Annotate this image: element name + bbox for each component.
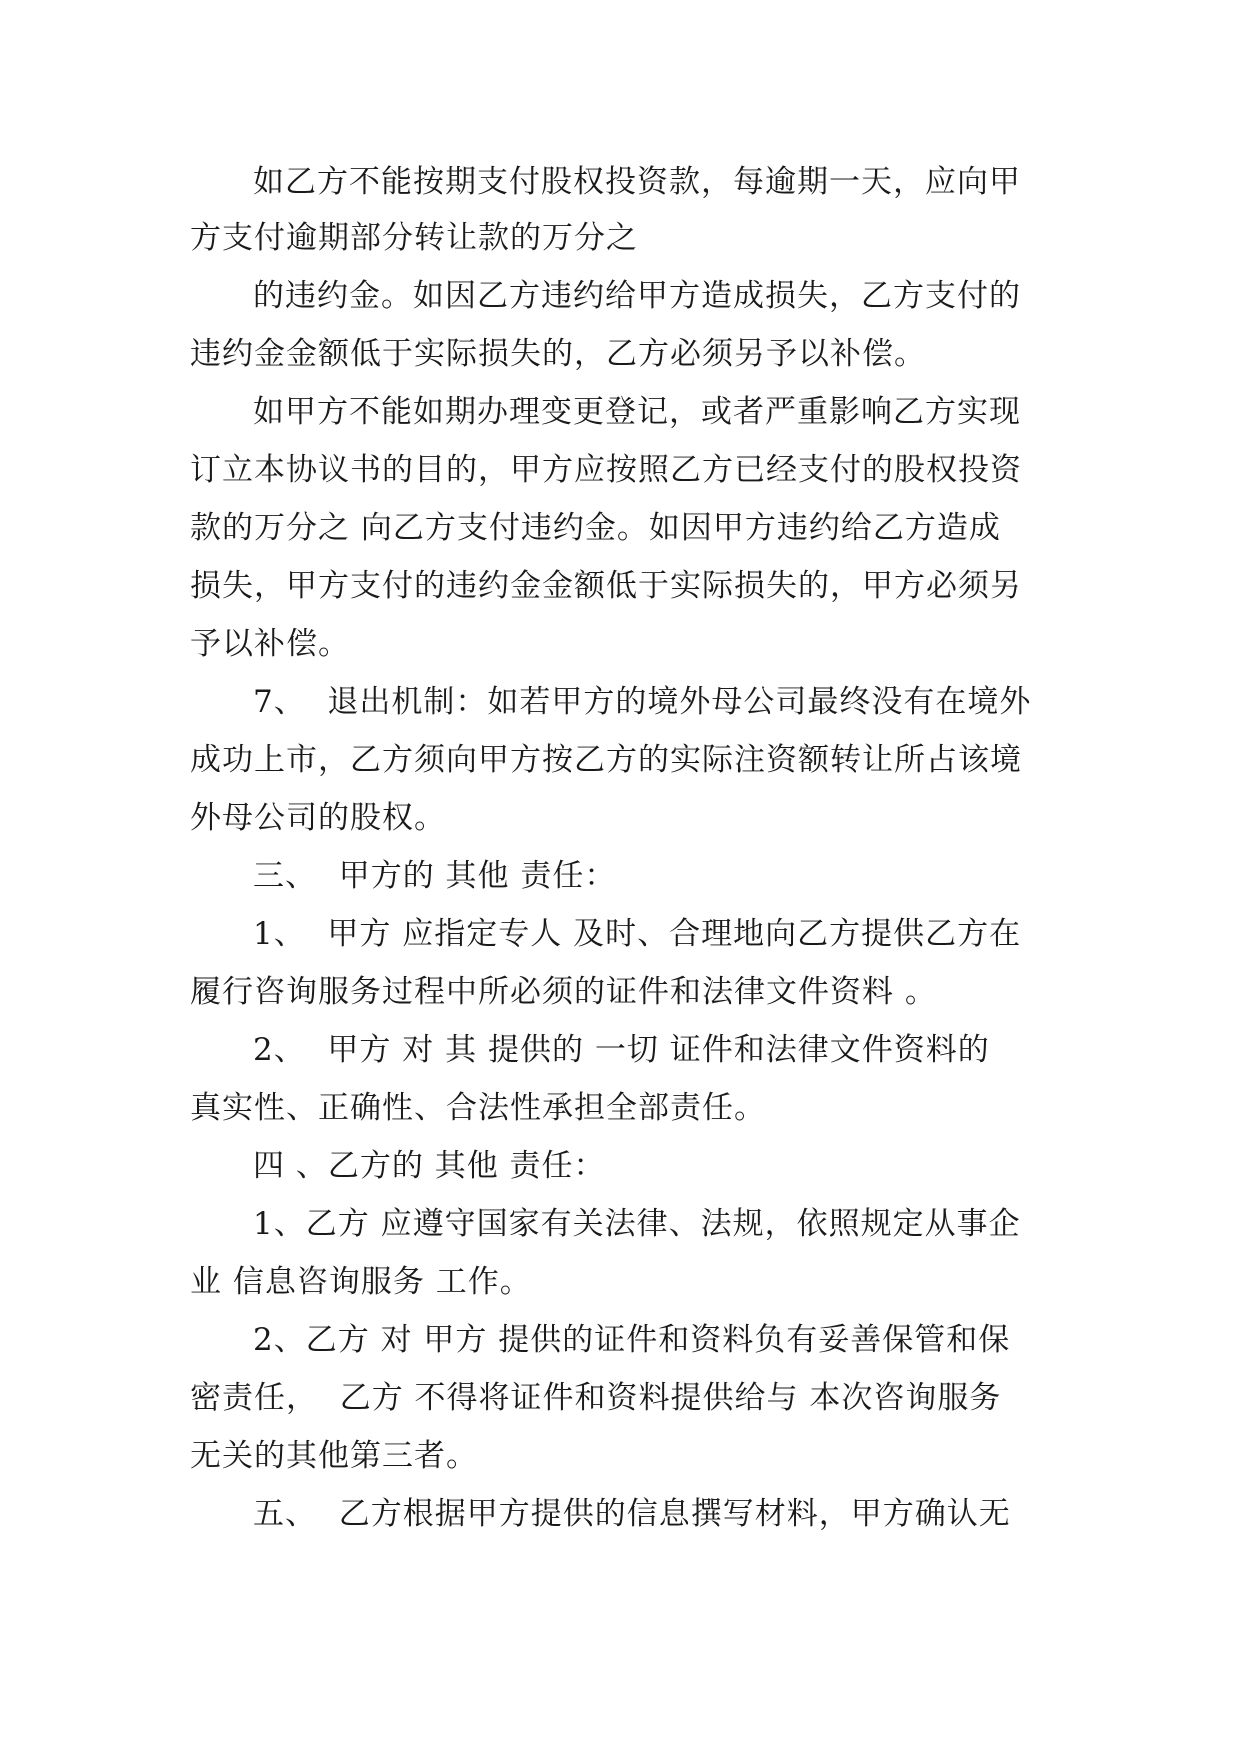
section-heading: 四 、乙方的 其他 责任： xyxy=(253,1148,606,1184)
paragraph-line: 外母公司的股权。 xyxy=(190,800,446,836)
paragraph-line: 7、 退出机制：如若甲方的境外母公司最终没有在境外 xyxy=(253,684,1032,720)
paragraph-line: 的违约金。如因乙方违约给甲方造成损失，乙方支付的 xyxy=(253,278,1021,314)
paragraph-line: 2、 甲方 对 其 提供的 一切 证件和法律文件资料的 xyxy=(253,1032,990,1068)
paragraph-line: 业 信息咨询服务 工作。 xyxy=(190,1264,532,1300)
paragraph-line: 如乙方不能按期支付股权投资款，每逾期一天，应向甲 xyxy=(253,164,1021,200)
paragraph-line: 履行咨询服务过程中所必须的证件和法律文件资料 。 xyxy=(190,974,937,1010)
paragraph-line: 予以补偿。 xyxy=(190,626,350,662)
paragraph-line: 款的万分之 向乙方支付违约金。如因甲方违约给乙方造成 xyxy=(190,510,1001,546)
paragraph-line: 违约金金额低于实际损失的，乙方必须另予以补偿。 xyxy=(190,336,926,372)
paragraph-line: 2、乙方 对 甲方 提供的证件和资料负有妥善保管和保 xyxy=(253,1322,1011,1358)
paragraph-line: 1、 甲方 应指定专人 及时、合理地向乙方提供乙方在 xyxy=(253,916,1022,952)
paragraph-line: 1、乙方 应遵守国家有关法律、法规，依照规定从事企 xyxy=(253,1206,1021,1242)
paragraph-line: 成功上市，乙方须向甲方按乙方的实际注资额转让所占该境 xyxy=(190,742,1022,778)
paragraph-line: 真实性、正确性、合法性承担全部责任。 xyxy=(190,1090,766,1126)
paragraph-line: 密责任， 乙方 不得将证件和资料提供给与 本次咨询服务 xyxy=(190,1380,1002,1416)
section-heading: 五、 乙方根据甲方提供的信息撰写材料，甲方确认无 xyxy=(253,1496,1011,1532)
paragraph-line: 损失，甲方支付的违约金金额低于实际损失的，甲方必须另 xyxy=(190,568,1022,604)
paragraph-line: 方支付逾期部分转让款的万分之 xyxy=(190,220,638,256)
section-heading: 三、 甲方的 其他 责任： xyxy=(253,858,617,894)
paragraph-line: 无关的其他第三者。 xyxy=(190,1438,478,1474)
paragraph-line: 订立本协议书的目的，甲方应按照乙方已经支付的股权投资 xyxy=(190,452,1022,488)
paragraph-line: 如甲方不能如期办理变更登记，或者严重影响乙方实现 xyxy=(253,394,1021,430)
